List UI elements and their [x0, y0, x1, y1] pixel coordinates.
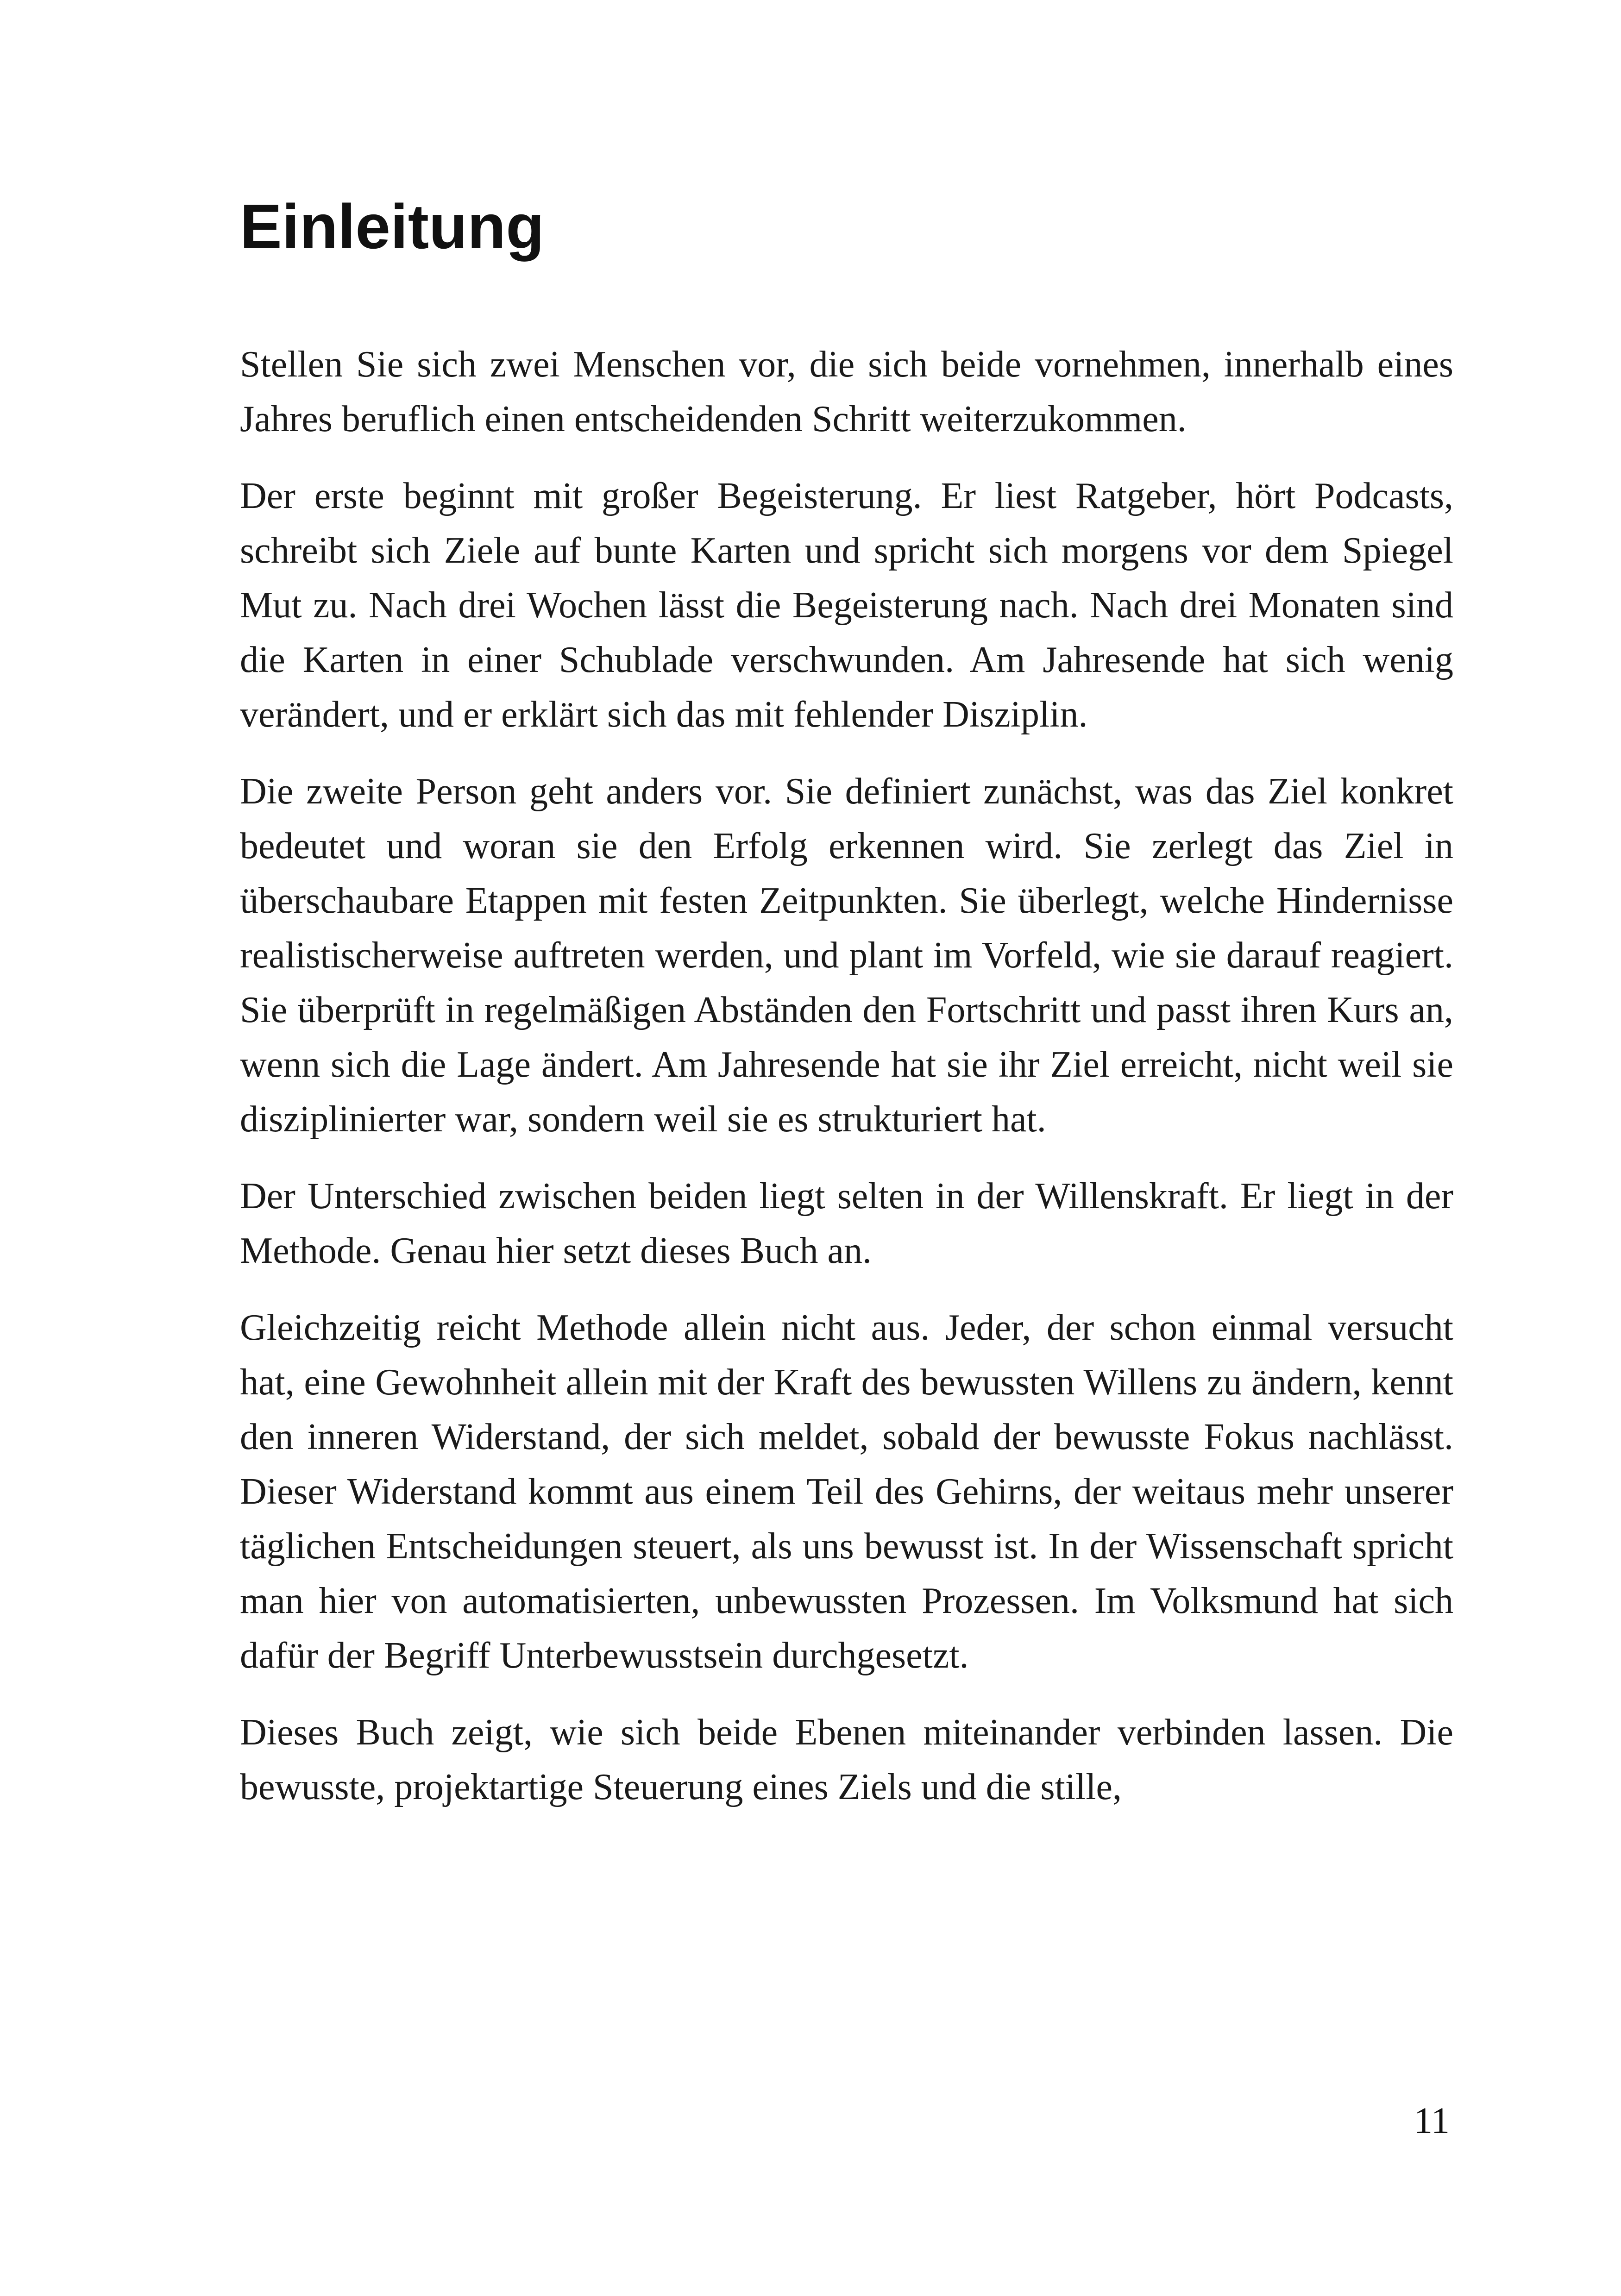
paragraph: Der Unterschied zwischen beiden liegt selten in der Willenskraft. Er liegt in der Methode. Genau hier setzt dieses Buch an.: [240, 1176, 1453, 1271]
paragraph: Der erste beginnt mit großer Begeisterung. Er liest Ratgeber, hört Podcasts, schreibt sich Ziele auf bunte Karten und spricht sich morgens vor dem Spiegel Mut zu. Nach drei Wochen lässt die Begeisterung nach. Nach drei Monaten sind die Karten in einer Schublade verschwunden. Am Jahresende hat sich wenig verändert, und er erklärt sich das mit fehlender Disziplin.: [240, 476, 1453, 735]
paragraph: Stellen Sie sich zwei Menschen vor, die sich beide vornehmen, innerhalb eines Jahres beruflich einen entscheidenden Schritt weiterzukommen.: [240, 344, 1453, 439]
paragraph: Die zweite Person geht anders vor. Sie definiert zunächst, was das Ziel konkret bedeutet und woran sie den Erfolg erkennen wird. Sie zerlegt das Ziel in überschaubare Etappen mit festen Zeitpunkten. Sie überlegt, welche Hindernisse realistischerweise auftreten werden, und plant im Vorfeld, wie sie darauf reagiert. Sie überprüft in regelmäßigen Abständen den Fortschritt und passt ihren Kurs an, wenn sich die Lage ändert. Am Jahresende hat sie ihr Ziel erreicht, nicht weil sie disziplinierter war, sondern weil sie es strukturiert hat.: [240, 771, 1453, 1140]
body-text: [240, 337, 1453, 1837]
paragraph: Gleichzeitig reicht Methode allein nicht aus. Jeder, der schon einmal versucht hat, eine Gewohnheit allein mit der Kraft des bewussten Willens zu ändern, kennt den inneren Widerstand, der sich meldet, sobald der bewusste Fokus nachlässt. Dieser Widerstand kommt aus einem Teil des Gehirns, der weitaus mehr unserer täglichen Entscheidungen steuert, als uns bewusst ist. In der Wissenschaft spricht man hier von automatisierten, unbewussten Prozessen. Im Volksmund hat sich dafür der Begriff Unterbewusstsein durchgesetzt.: [240, 1307, 1453, 1676]
page-number: 11: [1414, 2101, 1450, 2141]
chapter-heading: Einleitung: [240, 191, 545, 262]
paragraph: Dieses Buch zeigt, wie sich beide Ebenen miteinander verbinden lassen. Die bewusste, projektartige Steuerung eines Ziels und die stille,: [240, 1712, 1453, 1807]
